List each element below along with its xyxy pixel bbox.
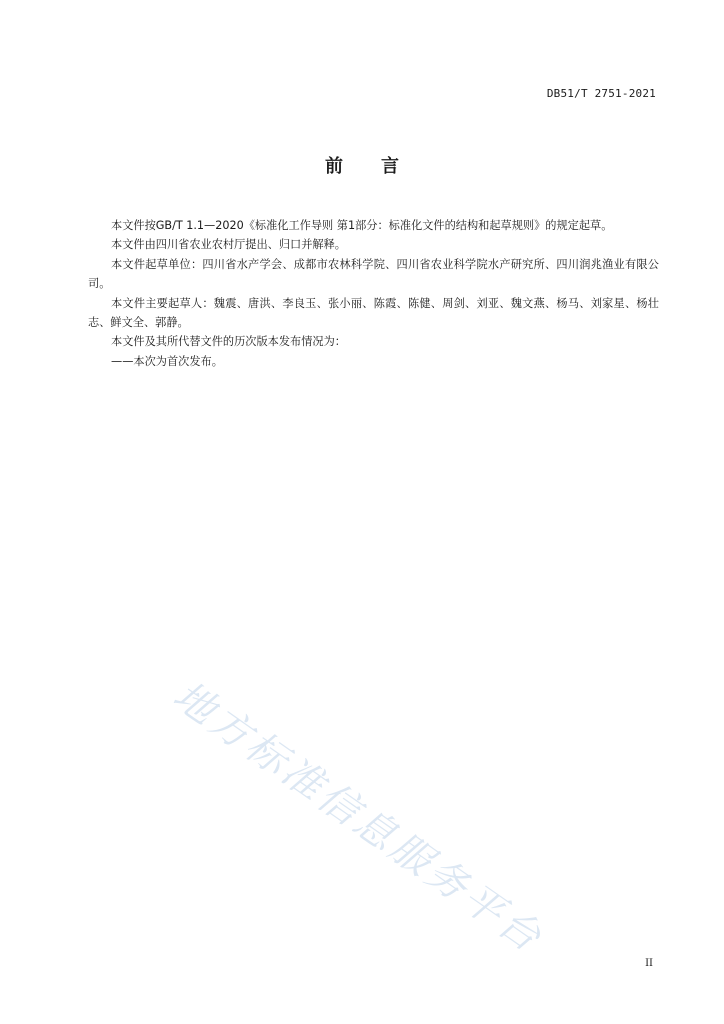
paragraph-drafting-basis: 本文件按GB/T 1.1—2020《标准化工作导则 第1部分：标准化文件的结构和起草规则》的规定起草。: [111, 219, 613, 232]
paragraph-drafters: 本文件主要起草人：魏震、唐洪、李良玉、张小丽、陈霞、陈健、周剑、刘亚、魏文燕、杨马、刘家星、杨壮志、鲜文全、郭静。: [88, 296, 659, 330]
paragraph-first-release: ——本次为首次发布。: [111, 354, 223, 368]
page-number: II: [645, 958, 653, 969]
foreword-body: [88, 216, 659, 371]
watermark: 地方标准信息服务平台: [164, 672, 552, 963]
paragraph-drafting-units: 本文件起草单位：四川省水产学会、成都市农林科学院、四川省农业科学院水产研究所、四川润兆渔业有限公司。: [88, 257, 659, 291]
paragraph-proposer: 本文件由四川省农业农村厅提出、归口并解释。: [111, 238, 346, 252]
page-title-char-1: 前: [325, 156, 343, 177]
paragraph-version-history: 本文件及其所代替文件的历次版本发布情况为：: [111, 335, 346, 349]
page-title: [0, 152, 724, 178]
page-title-char-2: 言: [381, 156, 399, 177]
document-code: DB51/T 2751-2021: [546, 87, 656, 100]
